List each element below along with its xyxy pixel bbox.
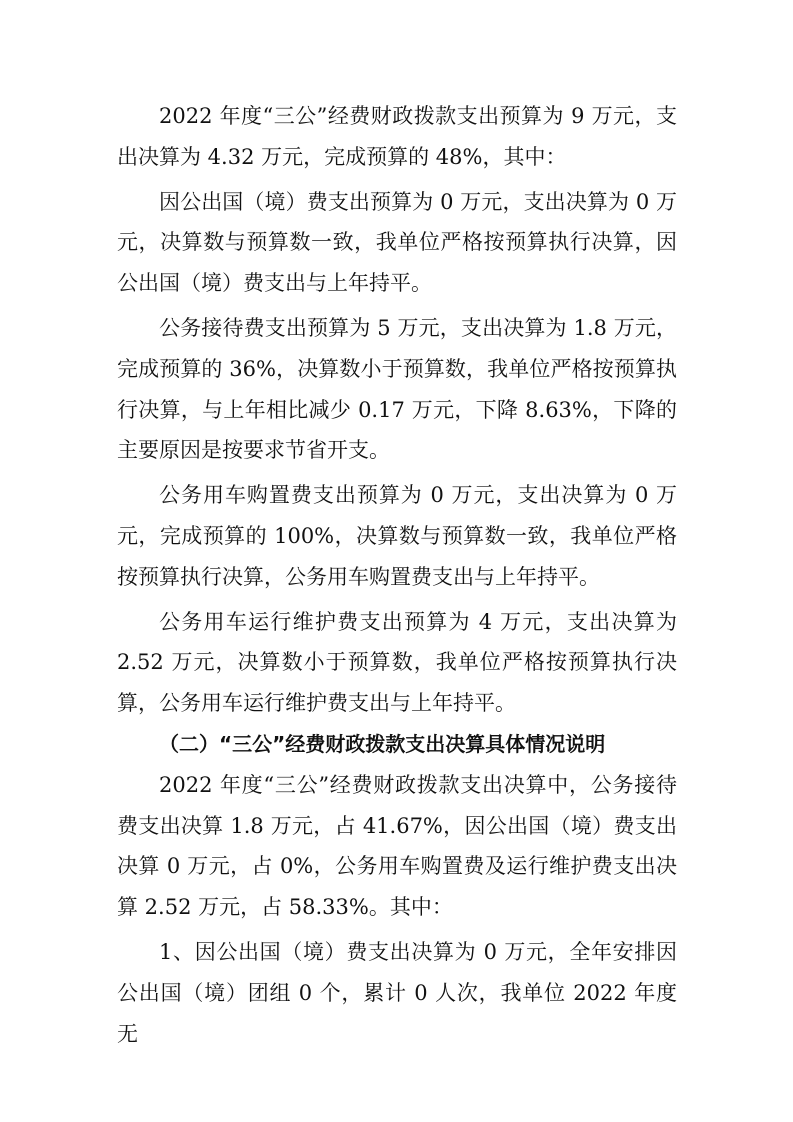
paragraph-budget-summary: 2022 年度“三公”经费财政拨款支出预算为 9 万元，支出决算为 4.32 万元，完成预算的 48%，其中： xyxy=(117,104,677,169)
paragraph-final-accounts-breakdown: 2022 年度“三公”经费财政拨款支出决算中，公务接待费支出决算 1.8 万元，占 41.67%，因公出国（境）费支出决算 0 万元，占 0%，公务用车购置费及运行维护费支出决算 2.52 万元，占 58.33%。其中： xyxy=(117,772,677,920)
paragraph-vehicle-purchase: 公务用车购置费支出预算为 0 万元，支出决算为 0 万元，完成预算的 100%，决算数与预算数一致，我单位严格按预算执行决算，公务用车购置费支出与上年持平。 xyxy=(117,483,677,589)
paragraph-overseas-detail: 1、因公出国（境）费支出决算为 0 万元，全年安排因公出国（境）团组 0 个，累计 0 人次，我单位 2022 年度无 xyxy=(117,939,677,1046)
document-body xyxy=(117,96,677,1054)
paragraph-overseas-travel: 因公出国（境）费支出预算为 0 万元，支出决算为 0 万元，决算数与预算数一致，我单位严格按预算执行决算，因公出国（境）费支出与上年持平。 xyxy=(117,189,677,296)
paragraph-reception: 公务接待费支出预算为 5 万元，支出决算为 1.8 万元，完成预算的 36%，决算数小于预算数，我单位严格按预算执行决算，与上年相比减少 0.17 万元，下降 8.63%，下降的主要原因是按要求节省开支。 xyxy=(117,315,677,463)
paragraph-vehicle-maintenance: 公务用车运行维护费支出预算为 4 万元，支出决算为 2.52 万元，决算数小于预算数，我单位严格按预算执行决算，公务用车运行维护费支出与上年持平。 xyxy=(117,609,677,716)
section-heading: （二）“三公”经费财政拨款支出决算具体情况说明 xyxy=(159,731,606,756)
